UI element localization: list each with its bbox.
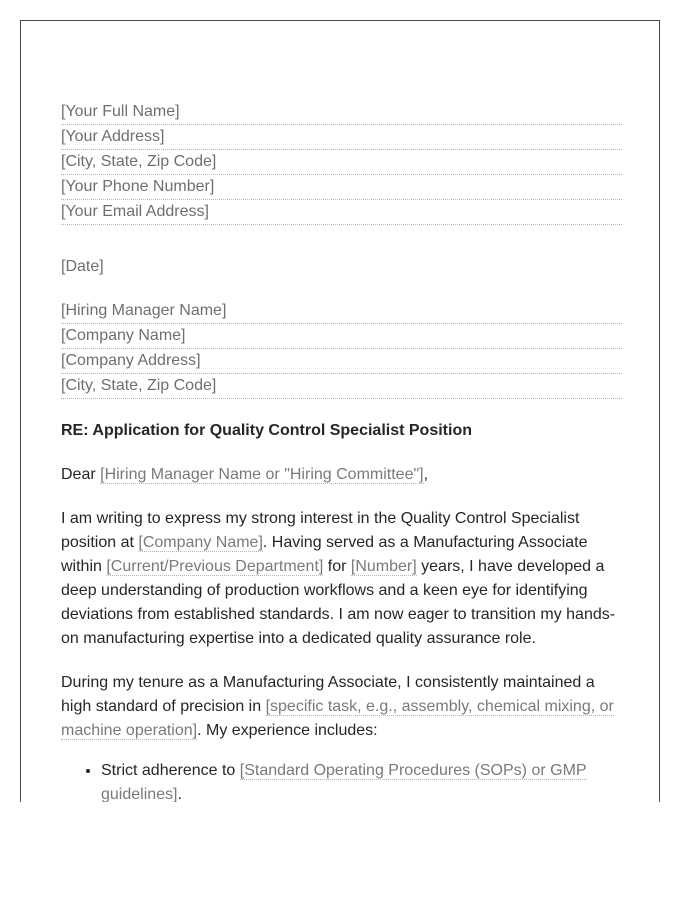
recipient-company-field[interactable] [61, 324, 622, 349]
department-placeholder[interactable]: [Current/Previous Department] [106, 558, 324, 575]
subject-line: RE: Application for Quality Control Specialist Position [61, 422, 472, 439]
paragraph-intro-text-4: years, I have developed a deep understanding of production workflows and a keen eye for identifying deviations from established standards. I am now eager to transition my hands-on manufacturing expertise into a dedicated quality assurance role. [61, 558, 616, 647]
recipient-name: [Hiring Manager Name] [61, 302, 227, 319]
paragraph-intro [61, 507, 622, 651]
sender-address-field[interactable] [61, 125, 622, 150]
paragraph-intro-text-1: I am writing to express my strong interest in the Quality Control Specialist position at [61, 510, 580, 551]
paragraph-experience-text-1: During my tenure as a Manufacturing Associate, I consistently maintained a high standard of precision in [61, 674, 595, 715]
paragraph-intro-text-3: for [323, 558, 351, 575]
letter-content [61, 100, 622, 802]
letter-date[interactable]: [Date] [61, 258, 104, 275]
recipient-address-field[interactable] [61, 349, 622, 374]
recipient-address: [Company Address] [61, 352, 201, 369]
letter-page [20, 20, 660, 802]
salutation-placeholder[interactable]: [Hiring Manager Name or "Hiring Committee"] [100, 466, 424, 483]
salutation [61, 463, 622, 487]
paragraph-experience-text-2: . My experience includes: [197, 722, 378, 739]
specific-task-placeholder[interactable]: [specific task, e.g., assembly, chemical mixing, or machine operation] [61, 698, 614, 739]
sop-placeholder[interactable]: [Standard Operating Procedures (SOPs) or GMP guidelines] [101, 762, 587, 802]
sender-email-field[interactable] [61, 200, 622, 225]
list-item [101, 759, 622, 802]
list-item-text-2: . [177, 786, 182, 802]
recipient-name-field[interactable] [61, 299, 622, 324]
sender-phone: [Your Phone Number] [61, 178, 215, 195]
salutation-suffix: , [423, 466, 429, 483]
sender-email: [Your Email Address] [61, 203, 209, 220]
recipient-city-field[interactable] [61, 374, 622, 399]
sender-city-field[interactable] [61, 150, 622, 175]
sender-address: [Your Address] [61, 128, 165, 145]
experience-list [61, 759, 622, 802]
paragraph-intro-text-2: . Having served as a Manufacturing Associate within [61, 534, 588, 575]
recipient-block [61, 299, 622, 399]
salutation-prefix: Dear [61, 466, 101, 483]
recipient-company: [Company Name] [61, 327, 186, 344]
recipient-city-state-zip: [City, State, Zip Code] [61, 377, 217, 394]
paragraph-experience [61, 671, 622, 743]
sender-phone-field[interactable] [61, 175, 622, 200]
sender-block [61, 100, 622, 225]
list-item-text-1: Strict adherence to [101, 762, 240, 779]
company-name-placeholder[interactable]: [Company Name] [138, 534, 263, 551]
sender-name-field[interactable] [61, 100, 622, 125]
sender-name: [Your Full Name] [61, 103, 180, 120]
sender-city-state-zip: [City, State, Zip Code] [61, 153, 217, 170]
years-placeholder[interactable]: [Number] [350, 558, 417, 575]
